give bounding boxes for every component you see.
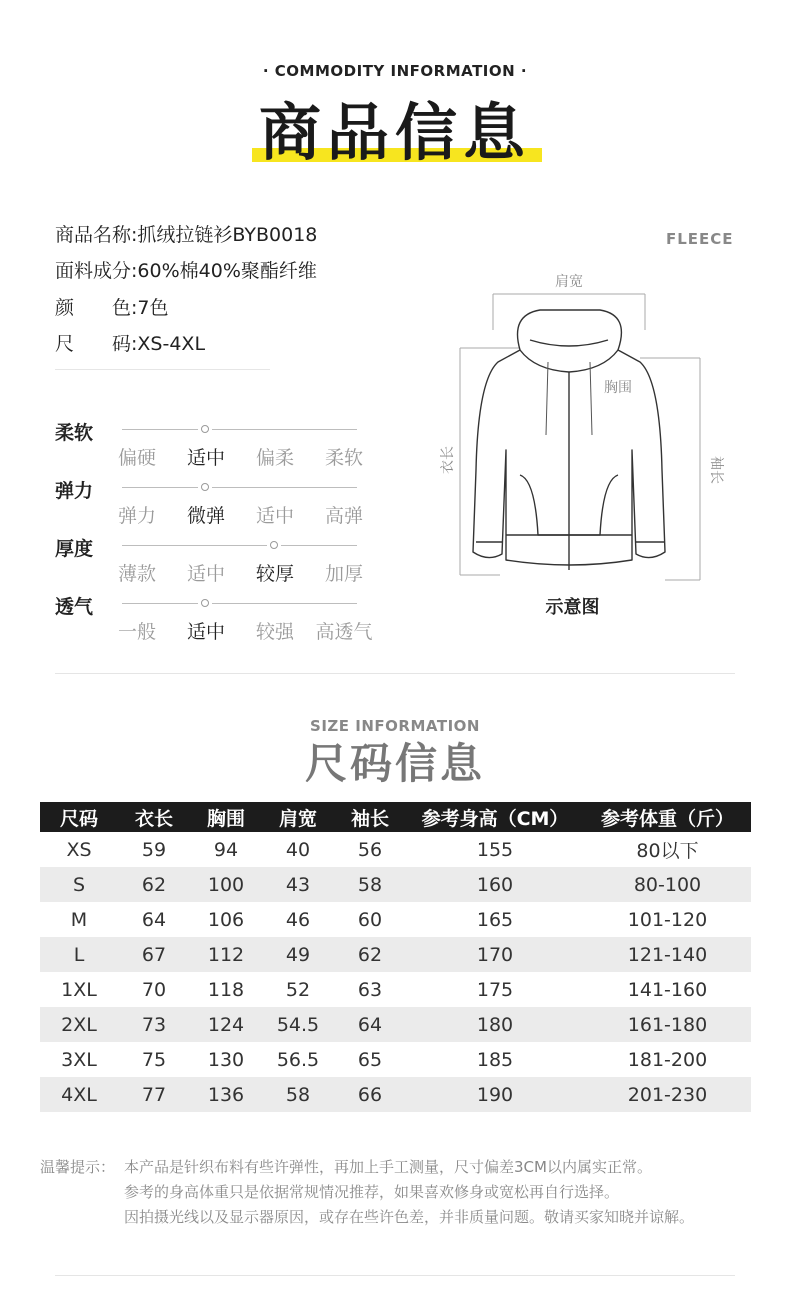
th-weight: 参考体重（斤） bbox=[600, 807, 734, 830]
info-divider bbox=[55, 369, 270, 370]
th-size: 尺码 bbox=[59, 807, 98, 830]
table-row bbox=[40, 832, 751, 867]
table-cell: 161-180 bbox=[627, 1013, 708, 1036]
dim-sleeve-label: 袖长 bbox=[708, 456, 724, 484]
info-value: 7色 bbox=[137, 297, 169, 319]
table-cell: XS bbox=[66, 838, 92, 861]
info-label: 商品名称: bbox=[55, 224, 138, 246]
tips-label: 温馨提示： bbox=[40, 1158, 116, 1176]
dim-length-label: 衣长 bbox=[440, 446, 456, 474]
table-cell: 64 bbox=[357, 1013, 383, 1036]
attr-scale-marker bbox=[201, 483, 209, 491]
table-cell: 49 bbox=[285, 943, 311, 966]
attr-option: 偏柔 bbox=[255, 447, 294, 469]
size-info-en-title: SIZE INFORMATION bbox=[310, 717, 480, 735]
table-cell: 62 bbox=[357, 943, 383, 966]
table-cell: 160 bbox=[476, 873, 514, 896]
table-cell: 65 bbox=[357, 1048, 383, 1071]
table-cell: 1XL bbox=[61, 978, 97, 1001]
table-cell: M bbox=[70, 908, 88, 931]
table-cell: 80-100 bbox=[633, 873, 702, 896]
table-row bbox=[40, 1077, 751, 1112]
table-cell: 130 bbox=[207, 1048, 245, 1071]
table-cell: 101-120 bbox=[627, 908, 708, 931]
attr-elasticity-label: 弹力 bbox=[55, 480, 94, 502]
attr-scale-line bbox=[212, 487, 357, 488]
size-table bbox=[40, 802, 751, 1112]
attr-breathability-label: 透气 bbox=[55, 596, 94, 618]
table-cell: 77 bbox=[141, 1083, 167, 1106]
tips-line: 参考的身高体重只是依据常规情况推荐，如果喜欢修身或宽松再自行选择。 bbox=[124, 1183, 620, 1201]
table-cell: 94 bbox=[213, 838, 239, 861]
info-value: XS-4XL bbox=[137, 333, 206, 355]
table-cell: 121-140 bbox=[627, 943, 708, 966]
table-cell: 181-200 bbox=[627, 1048, 708, 1071]
info-label: 尺 码: bbox=[55, 333, 138, 355]
attr-option: 加厚 bbox=[324, 563, 363, 585]
info-label: 颜 色: bbox=[55, 297, 138, 319]
commodity-info-cn-title: 商品信息 bbox=[258, 96, 531, 169]
table-cell: 4XL bbox=[61, 1083, 97, 1106]
table-cell: 52 bbox=[285, 978, 311, 1001]
attr-option-selected: 较厚 bbox=[255, 563, 294, 585]
dim-shoulder-label: 肩宽 bbox=[555, 274, 583, 290]
section-divider bbox=[55, 673, 735, 674]
table-cell: 155 bbox=[476, 838, 514, 861]
table-cell: 124 bbox=[207, 1013, 245, 1036]
table-row bbox=[40, 1007, 751, 1042]
table-cell: 56.5 bbox=[276, 1048, 320, 1071]
table-cell: 106 bbox=[207, 908, 245, 931]
attr-scale-line bbox=[212, 603, 357, 604]
attr-scale-marker bbox=[201, 599, 209, 607]
table-cell: 67 bbox=[141, 943, 167, 966]
table-cell: 58 bbox=[285, 1083, 311, 1106]
table-cell: 141-160 bbox=[627, 978, 708, 1001]
table-cell: 180 bbox=[476, 1013, 514, 1036]
attr-option-selected: 微弹 bbox=[186, 505, 225, 527]
attr-scale-marker bbox=[270, 541, 278, 549]
table-row bbox=[40, 867, 751, 902]
info-row-color bbox=[55, 296, 169, 320]
table-cell: 70 bbox=[141, 978, 167, 1001]
table-cell: 73 bbox=[141, 1013, 167, 1036]
footer-divider bbox=[55, 1275, 735, 1276]
attr-thickness-label: 厚度 bbox=[55, 538, 94, 560]
attr-option: 适中 bbox=[255, 505, 294, 527]
table-row bbox=[40, 937, 751, 972]
table-cell: 59 bbox=[141, 838, 167, 861]
fleece-label: FLEECE bbox=[666, 230, 734, 248]
attr-option: 高弹 bbox=[324, 505, 363, 527]
table-cell: 64 bbox=[141, 908, 167, 931]
attr-option: 薄款 bbox=[117, 563, 156, 585]
info-value: 抓绒拉链衫BYB0018 bbox=[137, 224, 318, 246]
diagram-caption: 示意图 bbox=[545, 597, 600, 618]
attr-scale-line bbox=[122, 603, 198, 604]
attr-softness-label: 柔软 bbox=[55, 422, 94, 444]
attr-option: 较强 bbox=[255, 621, 294, 643]
table-cell: 40 bbox=[285, 838, 311, 861]
table-cell: 60 bbox=[357, 908, 383, 931]
table-cell: 165 bbox=[476, 908, 514, 931]
table-cell: L bbox=[73, 943, 85, 966]
tips-block bbox=[40, 1155, 760, 1235]
info-row-fabric bbox=[55, 259, 317, 283]
hoodie-diagram bbox=[440, 270, 730, 590]
size-table-header bbox=[40, 802, 751, 832]
tips-line: 因拍摄光线以及显示器原因，或存在些许色差，并非质量问题。敬请买家知晓并谅解。 bbox=[124, 1208, 695, 1226]
th-height: 参考身高（CM） bbox=[421, 807, 569, 830]
table-cell: 170 bbox=[476, 943, 514, 966]
table-row bbox=[40, 972, 751, 1007]
table-cell: 80以下 bbox=[636, 840, 699, 862]
table-cell: 3XL bbox=[61, 1048, 97, 1071]
table-cell: 43 bbox=[285, 873, 311, 896]
attr-scale-line bbox=[212, 429, 357, 430]
table-row bbox=[40, 902, 751, 937]
table-cell: 112 bbox=[207, 943, 245, 966]
table-cell: 58 bbox=[357, 873, 383, 896]
table-cell: 54.5 bbox=[276, 1013, 320, 1036]
attr-option: 适中 bbox=[186, 563, 225, 585]
attr-option: 弹力 bbox=[117, 505, 156, 527]
attr-scale-marker bbox=[201, 425, 209, 433]
info-row-name bbox=[55, 223, 317, 247]
info-value: 60%棉40%聚酯纤维 bbox=[137, 260, 317, 282]
table-cell: 136 bbox=[207, 1083, 245, 1106]
table-cell: 66 bbox=[357, 1083, 383, 1106]
th-chest: 胸围 bbox=[206, 807, 245, 830]
table-cell: 56 bbox=[357, 838, 383, 861]
table-cell: S bbox=[72, 873, 86, 896]
table-row bbox=[40, 1042, 751, 1077]
table-cell: 63 bbox=[357, 978, 383, 1001]
table-cell: 46 bbox=[285, 908, 311, 931]
commodity-info-en-title: · COMMODITY INFORMATION · bbox=[262, 62, 528, 80]
attr-scale-line bbox=[281, 545, 357, 546]
attr-option: 高透气 bbox=[315, 621, 373, 643]
table-cell: 75 bbox=[141, 1048, 167, 1071]
th-shoulder: 肩宽 bbox=[278, 807, 317, 830]
table-cell: 185 bbox=[476, 1048, 514, 1071]
tips-line: 本产品是针织布料有些许弹性，再加上手工测量，尺寸偏差3CM以内属实正常。 bbox=[124, 1158, 652, 1176]
th-length: 衣长 bbox=[134, 807, 173, 830]
attr-option-selected: 适中 bbox=[186, 621, 225, 643]
table-cell: 62 bbox=[141, 873, 167, 896]
table-cell: 175 bbox=[476, 978, 514, 1001]
attr-option: 偏硬 bbox=[117, 447, 156, 469]
info-label: 面料成分: bbox=[55, 260, 138, 282]
th-sleeve: 袖长 bbox=[350, 807, 389, 830]
dim-chest-label: 胸围 bbox=[604, 380, 632, 396]
attr-scale-line bbox=[122, 487, 198, 488]
size-info-cn-title: 尺码信息 bbox=[304, 739, 485, 788]
table-cell: 190 bbox=[476, 1083, 514, 1106]
table-cell: 118 bbox=[207, 978, 245, 1001]
attr-scale-line bbox=[122, 429, 198, 430]
info-row-size bbox=[55, 332, 205, 356]
attr-scale-line bbox=[122, 545, 267, 546]
table-cell: 2XL bbox=[61, 1013, 97, 1036]
attr-option-selected: 适中 bbox=[186, 447, 225, 469]
attr-option: 柔软 bbox=[324, 447, 363, 469]
attr-option: 一般 bbox=[117, 621, 156, 643]
table-cell: 201-230 bbox=[627, 1083, 708, 1106]
table-cell: 100 bbox=[207, 873, 245, 896]
